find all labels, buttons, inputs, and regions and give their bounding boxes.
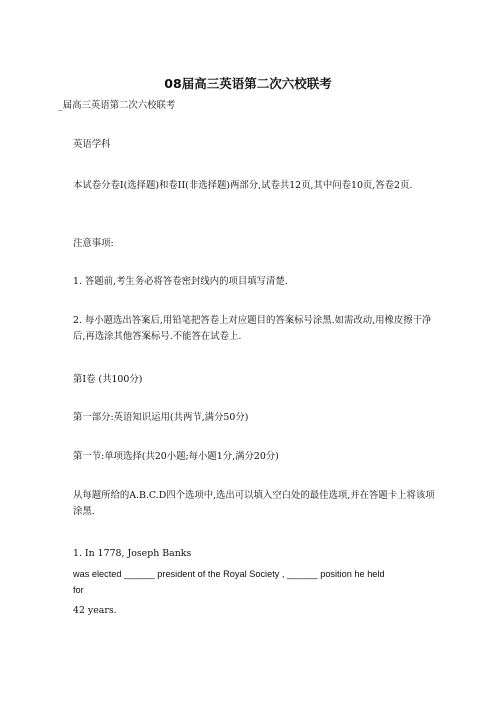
subject-line: 英语学科 [73, 139, 111, 150]
section-heading: 第一节:单项选择(共20小题;每小题1分,满分20分) [73, 451, 279, 462]
question-1-line-1: 1. In 1778, Joseph Banks [73, 548, 192, 559]
part-heading: 第一部分:英语知识运用(共两节,满分50分) [73, 412, 249, 423]
question-1-line-4: 42 years. [73, 605, 117, 616]
notice-item-1: 1. 答题前,考生务必将答卷密封线内的项目填写清楚. [73, 276, 288, 287]
instruction-paragraph: 从每题所给的A.B.C.D四个选项中,选出可以填入空白处的最佳选项,并在答题卡上将该项涂黑. [73, 490, 435, 517]
volume-heading: 第I卷 (共100分) [73, 374, 143, 385]
question-1-line-2: was elected ______ president of the Royal Society , ______ position he held [73, 569, 385, 579]
question-1-line-3: for [73, 585, 84, 595]
notice-heading: 注意事项: [73, 238, 114, 249]
notice-item-2: 2. 每小题选出答案后,用铅笔把答卷上对应题目的答案标号涂黑.如需改动,用橡皮擦干净后,再选涂其他答案标号.不能答在试卷上. [73, 315, 432, 342]
document-subtitle: _届高三英语第二次六校联考 [58, 100, 176, 111]
document-title: 08届高三英语第二次六校联考 [164, 76, 332, 91]
intro-paragraph: 本试卷分卷I(选择题)和卷II(非选择题)两部分,试卷共12页,其中问卷10页,答卷2页. [73, 180, 413, 191]
